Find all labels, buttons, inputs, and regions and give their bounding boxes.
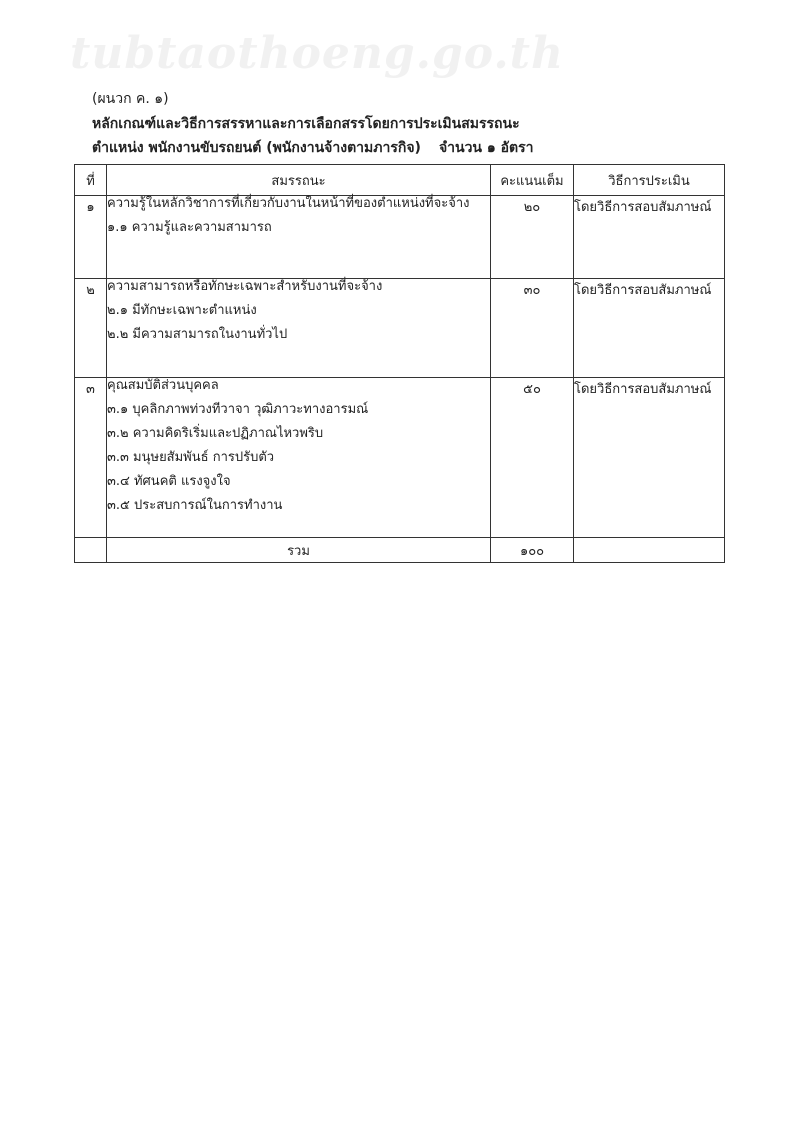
total-label: รวม [107, 538, 491, 563]
competency-cell [107, 196, 491, 279]
watermark-text: tubtaothoeng.go.th [70, 28, 564, 79]
full-score: ๒๐ [491, 196, 574, 279]
table-row [75, 196, 725, 279]
table-row [75, 378, 725, 538]
document-title: หลักเกณฑ์และวิธีการสรรหาและการเลือกสรรโดยการประเมินสมรรถนะ [92, 116, 520, 132]
annex-label: (ผนวก ค. ๑) [92, 91, 169, 107]
row-number: ๓ [75, 378, 107, 538]
row-number: ๒ [75, 279, 107, 378]
column-header-no: ที่ [75, 165, 107, 196]
table-row [75, 279, 725, 378]
competency-title: ความสามารถหรือทักษะเฉพาะสำหรับงานที่จะจ้าง [107, 279, 383, 294]
competency-title: คุณสมบัติส่วนบุคคล [107, 378, 219, 393]
total-row [75, 538, 725, 563]
assessment-method: โดยวิธีการสอบสัมภาษณ์ [574, 279, 725, 378]
competency-cell [107, 279, 491, 378]
competency-cell [107, 378, 491, 538]
competency-item: ๓.๑ บุคลิกภาพท่วงทีวาจา วุฒิภาวะทางอารมณ์ [107, 402, 369, 417]
position-title: ตำแหน่ง พนักงานขับรถยนต์ (พนักงานจ้างตามภารกิจ) [92, 140, 421, 156]
position-count: จำนวน ๑ อัตรา [438, 140, 534, 156]
table-header-row [75, 165, 725, 196]
row-number: ๑ [75, 196, 107, 279]
full-score: ๓๐ [491, 279, 574, 378]
assessment-method: โดยวิธีการสอบสัมภาษณ์ [574, 378, 725, 538]
competency-item: ๓.๒ ความคิดริเริ่มและปฏิภาณไหวพริบ [107, 426, 324, 441]
position-line [92, 137, 534, 159]
column-header-competency: สมรรถนะ [107, 165, 491, 196]
competency-title: ความรู้ในหลักวิชาการที่เกี่ยวกับงานในหน้าที่ของตำแหน่งที่จะจ้าง [107, 196, 470, 211]
competency-item: ๑.๑ ความรู้และความสามารถ [107, 220, 272, 235]
competency-table [74, 164, 725, 563]
competency-item: ๓.๕ ประสบการณ์ในการทำงาน [107, 498, 283, 513]
column-header-method: วิธีการประเมิน [574, 165, 725, 196]
competency-item: ๓.๓ มนุษยสัมพันธ์ การปรับตัว [107, 450, 275, 465]
competency-item: ๓.๔ ทัศนคติ แรงจูงใจ [107, 474, 231, 489]
competency-item: ๒.๑ มีทักษะเฉพาะตำแหน่ง [107, 303, 257, 318]
assessment-method: โดยวิธีการสอบสัมภาษณ์ [574, 196, 725, 279]
total-empty-cell [75, 538, 107, 563]
total-score: ๑๐๐ [491, 538, 574, 563]
competency-item: ๒.๒ มีความสามารถในงานทั่วไป [107, 327, 288, 342]
full-score: ๕๐ [491, 378, 574, 538]
column-header-score: คะแนนเต็ม [491, 165, 574, 196]
total-empty-cell [574, 538, 725, 563]
